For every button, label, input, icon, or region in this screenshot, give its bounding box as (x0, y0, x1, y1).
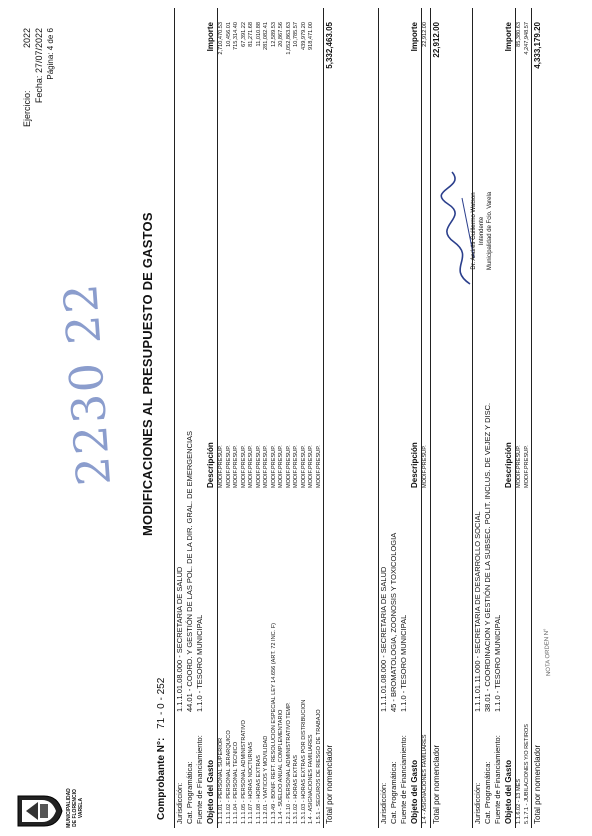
table-row: 5.1.7.1 - JUBILACIONES Y/O RETIROS MODIF.PRESUP. 4,247,948.57 (523, 22, 530, 824)
table-row: 1.1.1.08 - HORAS EXTRAS MODIF.PRESUP. 11,010.88 (255, 22, 262, 824)
table-row: 1.1.4 - SUELDO ANUAL COMPLEMENTARIO MODIF.PRESUP. 20,867.56 (278, 22, 284, 824)
handwritten-stamp-number: 2230 22 (52, 280, 122, 488)
cat-prog-row: Cat. Programática: 38.01 - COORDINACION Y GESTIÓN DE LA SUBSEC. POLIT. INCLUS. DE VEJEZ Y DISC. (483, 402, 492, 824)
table-row: 1.4 - ASIGNACIONES FAMILIARES MODIF.PRESUP. 918,471.00 (308, 22, 314, 824)
page-number: Página: 4 de 6 (46, 28, 55, 80)
section-total: Total por nomenclador 5,332,463.05 (323, 8, 336, 828)
budget-section-1 (174, 8, 336, 828)
column-header: Objeto del Gasto Descripción Importe (503, 8, 516, 828)
cat-prog-row: Cat. Programática: 44.01 - COORD. Y GESTIÓN DE LAS POL. DE LA DIR. GRAL. DE EMERGENCIAS (185, 430, 194, 824)
budget-section-2 (378, 8, 443, 828)
signature-org: Municipalidad de Fcio. Varela (487, 191, 493, 271)
table-row: 1.1.1.05 - PERSONAL ADMINISTRATIVO MODIF.PRESUP. 67,391.22 (240, 22, 247, 824)
table-row: 1.1.6.02 - 13 MES MODIF.PRESUP. 85,380.63 (516, 22, 522, 824)
table-row: 1.1.1.07 - HORAS NOCTURNAS MODIF.PRESUP. 81,271.68 (248, 22, 254, 824)
page-title: MODIFICACIONES AL PRESUPUESTO DE GASTOS (140, 212, 155, 536)
column-header: Objeto del Gasto Descripción Importe (409, 8, 422, 828)
signature-name: Dr. Andrés Guillermo Watson (471, 192, 477, 270)
table-row: 1.1.2.01 - VIATICOS Y MOVILIDAD MODIF.PRESUP. 281,082.41 (263, 22, 269, 824)
jurisdiccion-row: Jurisdicción: 1.1.1.01.11.000 - SECRETARIA DE DESARROLLO SOCIAL (473, 511, 482, 824)
section-total: Total por nomenclador 4,333,179.20 (531, 8, 544, 828)
fuente-row: Fuente de Financiamiento: 1.1.0 - TESORO MUNICIPAL (493, 614, 502, 824)
handwritten-note: NOTA ORDEN N° (543, 628, 553, 677)
table-row: 1.3.1.03 - HORAS EXTRAS POR DISTRIBUCION MODIF.PRESUP. 439,979.20 (300, 22, 307, 824)
column-header: Objeto del Gasto Descripción Importe (205, 8, 218, 828)
table-row: 1.4 - ASIGNACIONES FAMILIARES MODIF.PRESUP. 22,912.00 (422, 22, 428, 824)
table-row: 1.2.1.10 - PERSONAL ADMINISTRATIVO TEMP. MODIF.PRESUP. 1,052,863.63 (285, 22, 292, 824)
fuente-row: Fuente de Financiamiento: 1.1.0 - TESORO MUNICIPAL (399, 614, 408, 824)
jurisdiccion-row: Jurisdicción: 1.1.1.01.08.000 - SECRETARIA DE SALUD (379, 566, 388, 824)
signature-block (470, 166, 494, 296)
budget-section-3 (472, 8, 544, 828)
signature-role: Intendente (479, 216, 485, 246)
fuente-row: Fuente de Financiamiento: 1.1.0 - TESORO MUNICIPAL (195, 614, 204, 824)
comprobante-line: Comprobante N°: 71 - 0 - 252 (156, 677, 167, 820)
table-row: 1.1.1.01 - PERSONAL SUPERIOR MODIF.PRESUP. 2,710,470.53 (218, 22, 224, 824)
fecha-line: Fecha: 27/07/2022 (34, 28, 44, 104)
table-row: 1.1.1.02 - PERSONAL JERARQUICO MODIF.PRESUP. 10,456.01 (225, 22, 232, 824)
cat-prog-row: Cat. Programática: 45 - BROMATOLOGIA, ZOONOSIS Y TOXICOLOGIA (389, 532, 398, 824)
table-row: 1.3.1.02 - HORAS EXTRAS MODIF.PRESUP. 10,785.57 (293, 22, 299, 824)
table-row: 1.5.1 - SEGUROS DE RIESGO DE TRABAJO MODIF.PRESUP. (315, 445, 322, 824)
table-row: 1.1.3.49 - BONIF. REFT. RESOLUCION ESPECIAL LEY 14.656 (ART. 72 INC. F) MODIF.PRESUP. 12,589.53 (270, 22, 277, 824)
municipal-crest-icon (14, 792, 64, 830)
section-total: Total por nomenclador 22,912.00 (430, 8, 443, 828)
jurisdiccion-row: Jurisdicción: 1.1.1.01.08.000 - SECRETARIA DE SALUD (175, 566, 184, 824)
rows-1 (218, 8, 323, 828)
municipality-name: MUNICIPALIDAD DE FLORENCIO VARELA (66, 788, 84, 828)
table-row: 1.1.1.04 - PERSONAL TECNICO MODIF.PRESUP. 715,314.40 (233, 22, 239, 824)
ejercicio-line: Ejercicio: 2022 (22, 28, 32, 128)
